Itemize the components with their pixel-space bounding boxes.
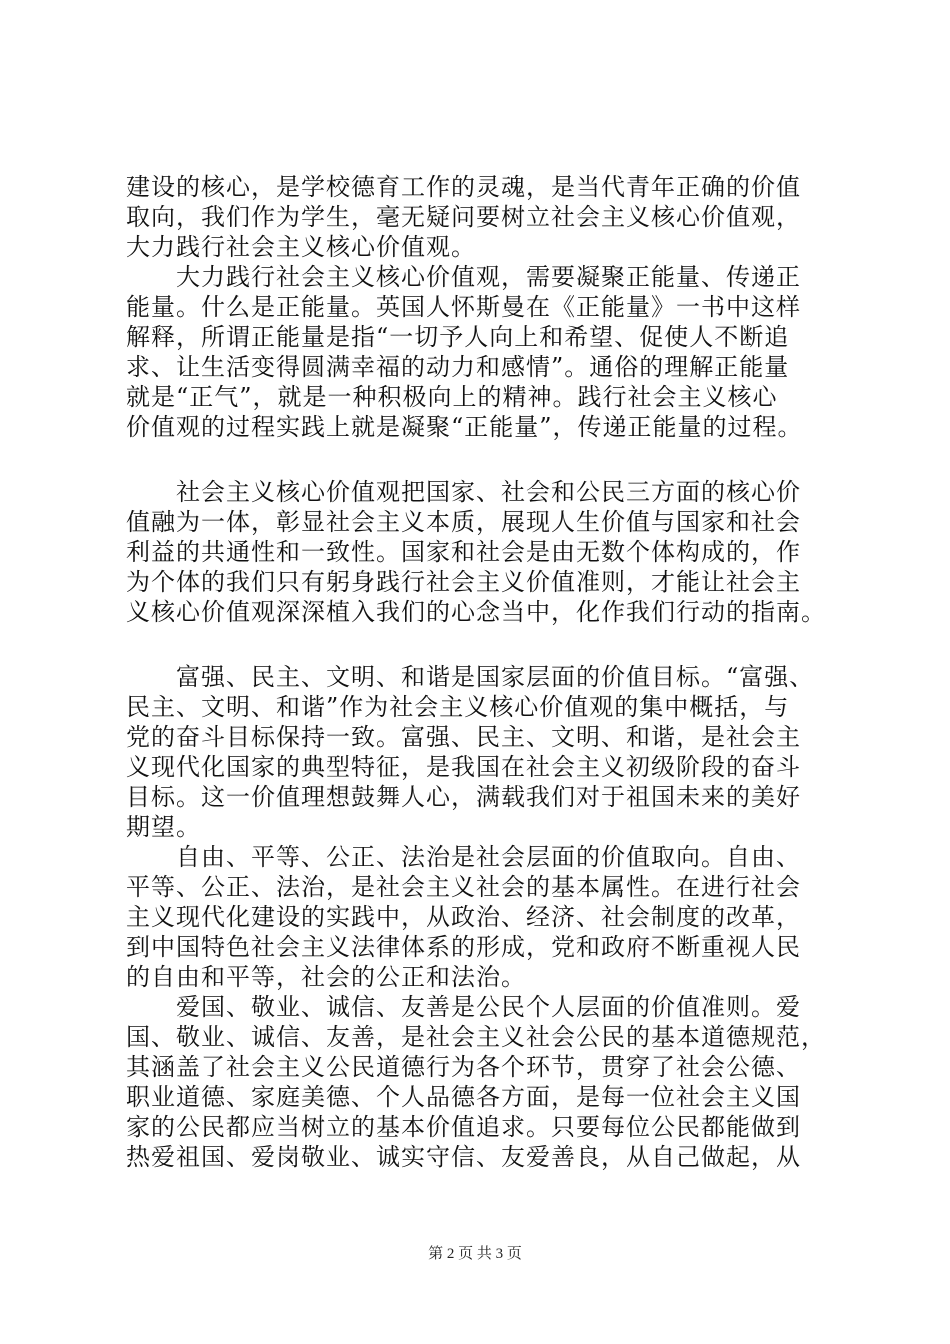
text-line: 党的奋斗目标保持一致。富强、民主、文明、和谐，是社会主 <box>126 723 801 751</box>
text-line: 大力践行社会主义核心价值观，需要凝聚正能量、传递正 <box>126 263 801 291</box>
paragraph-gap <box>126 442 856 477</box>
page-footer: 第 2 页 共 3 页 <box>428 1246 522 1262</box>
text-line: 热爱祖国、爱岗敬业、诚实守信、友爱善良，从自己做起，从 <box>126 1143 801 1171</box>
text-line: 价值观的过程实践上就是凝聚“正能量”，传递正能量的过程。 <box>126 413 803 441</box>
text-line: 国、敬业、诚信、友善，是社会主义社会公民的基本道德规范， <box>126 1023 826 1051</box>
text-line: 到中国特色社会主义法律体系的形成，党和政府不断重视人民 <box>126 933 801 961</box>
text-line: 取向，我们作为学生，毫无疑问要树立社会主义核心价值观， <box>126 203 801 231</box>
text-line: 建设的核心，是学校德育工作的灵魂，是当代青年正确的价值 <box>126 173 801 201</box>
text-line: 主义现代化建设的实践中，从政治、经济、社会制度的改革， <box>126 903 801 931</box>
text-line: 利益的共通性和一致性。国家和社会是由无数个体构成的，作 <box>126 538 801 566</box>
text-line: 为个体的我们只有躬身践行社会主义价值准则，才能让社会主 <box>126 568 801 596</box>
text-line: 解释，所谓正能量是指“一切予人向上和希望、促使人不断追 <box>126 323 790 351</box>
text-line: 职业道德、家庭美德、个人品德各方面，是每一位社会主义国 <box>126 1083 801 1111</box>
text-line: 大力践行社会主义核心价值观。 <box>126 233 476 261</box>
text-line: 的自由和平等，社会的公正和法治。 <box>126 963 526 991</box>
text-line: 爱国、敬业、诚信、友善是公民个人层面的价值准则。爱 <box>126 993 801 1021</box>
text-line: 义现代化国家的典型特征，是我国在社会主义初级阶段的奋斗 <box>126 753 801 781</box>
text-line: 义核心价值观深深植入我们的心念当中，化作我们行动的指南。 <box>126 598 826 626</box>
text-line: 家的公民都应当树立的基本价值追求。只要每位公民都能做到 <box>126 1113 801 1141</box>
text-line: 自由、平等、公正、法治是社会层面的价值取向。自由、 <box>126 843 801 871</box>
body-text <box>126 172 856 1172</box>
text-line: 平等、公正、法治，是社会主义社会的基本属性。在进行社会 <box>126 873 801 901</box>
text-line: 期望。 <box>126 813 201 841</box>
paragraph-gap <box>126 627 856 662</box>
text-line: 其涵盖了社会主义公民道德行为各个环节，贯穿了社会公德、 <box>126 1053 801 1081</box>
text-line: 富强、民主、文明、和谐是国家层面的价值目标。“富强、 <box>126 663 815 691</box>
text-line: 求、让生活变得圆满幸福的动力和感情”。通俗的理解正能量 <box>126 353 790 381</box>
text-line: 民主、文明、和谐”作为社会主义核心价值观的集中概括，与 <box>126 693 790 721</box>
text-line: 值融为一体，彰显社会主义本质，展现人生价值与国家和社会 <box>126 508 801 536</box>
text-line: 就是“正气”，就是一种积极向上的精神。践行社会主义核心 <box>126 383 778 411</box>
text-line: 社会主义核心价值观把国家、社会和公民三方面的核心价 <box>126 478 801 506</box>
text-line: 能量。什么是正能量。英国人怀斯曼在《正能量》一书中这样 <box>126 293 801 321</box>
text-line: 目标。这一价值理想鼓舞人心，满载我们对于祖国未来的美好 <box>126 783 801 811</box>
